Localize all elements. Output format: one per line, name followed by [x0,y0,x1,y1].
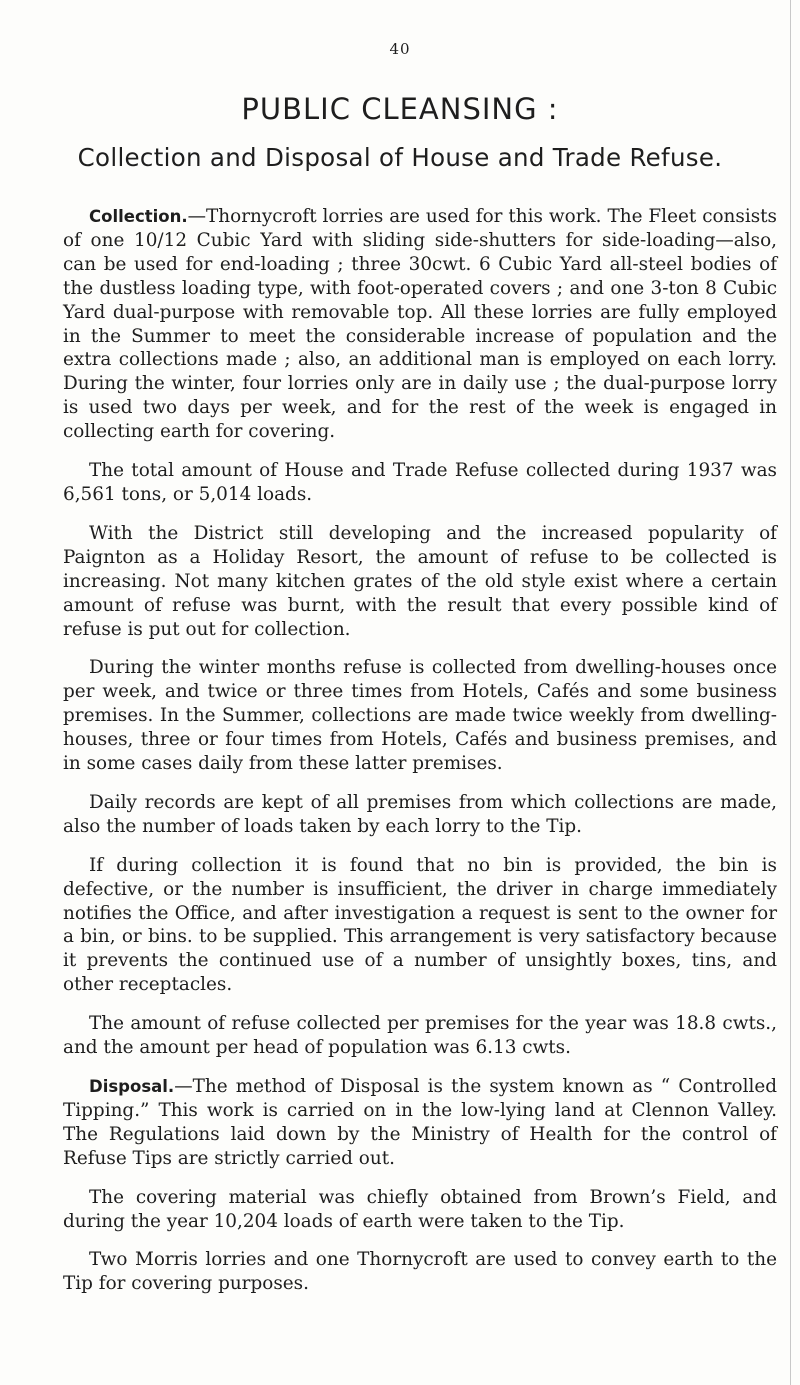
collection-paragraph-2: The total amount of House and Trade Refuse collected during 1937 was 6,561 tons, or 5,014 loads. [63,460,777,505]
disposal-paragraph-3: Two Morris lorries and one Thornycroft are used to convey earth to the Tip for covering purposes. [63,1249,777,1295]
disposal-paragraph-1 [63,1075,777,1171]
section-subtitle: Collection and Disposal of House and Trade Refuse. [77,143,723,172]
disposal-runin-heading: Disposal. [89,1077,175,1096]
collection-paragraph-5: Daily records are kept of all premises from which collections are made, also the number of loads taken by each lorry to the Tip. [63,791,777,837]
collection-paragraph-3: With the District still developing and the increased popularity of Paignton as a Holiday Resort, the amount of refuse to be collected is increasing. Not many kitchen grates of the old style exist where a certain amount of refuse was burnt, with the result that every possible kind of refuse is put out for collection. [63,522,777,640]
page-number: 40 [389,40,411,58]
page-title: PUBLIC CLEANSING : [241,92,559,126]
disposal-text-1: —The method of Disposal is the system known as “ Controlled Tipping.” This work is carried on in the low-lying land at Clennon Valley. The Regulations laid down by the Ministry of Health for the control of Refuse Tips are strictly carried out. [63,1076,777,1169]
collection-paragraph-1 [63,205,777,444]
collection-paragraph-4: During the winter months refuse is collected from dwelling-houses once per week, and twice or three times from Hotels, Cafés and some business premises. In the Summer, collections are made twice weekly from dwelling-houses, three or four times from Hotels, Cafés and business premises, and in some cases daily from these latter premises. [63,657,777,775]
body-text [63,205,777,1311]
collection-runin-heading: Collection. [89,207,188,226]
disposal-paragraph-2: The covering material was chiefly obtained from Brown’s Field, and during the year 10,204 loads of earth were taken to the Tip. [63,1186,777,1232]
collection-text-1: —Thornycroft lorries are used for this work. The Fleet consists of one 10/12 Cubic Yard with sliding side-shutters for side-loading—also, can be used for end-loading ; three 30cwt. 6 Cubic Yard all-steel bodies of the dustless loading type, with foot-operated covers ; and one 3-ton 8 Cubic Yard dual-purpose with removable top. All these lorries are fully employed in the Summer to meet the considerable increase of population and the extra collections made ; also, an additional man is employed on each lorry. During the winter, four lorries only are in daily use ; the dual-purpose lorry is used two days per week, and for the rest of the week is engaged in collecting earth for covering. [63,206,777,443]
collection-paragraph-7: The amount of refuse collected per premises for the year was 18.8 cwts., and the amount per head of population was 6.13 cwts. [63,1013,777,1059]
page-edge-line [790,0,791,1385]
collection-paragraph-6: If during collection it is found that no bin is provided, the bin is defective, or the number is insufficient, the driver in charge immediately notifies the Office, and after investigation a request is sent to the owner for a bin, or bins. to be supplied. This arrangement is very satisfactory because it prevents the continued use of a number of unsightly boxes, tins, and other receptacles. [63,854,777,996]
